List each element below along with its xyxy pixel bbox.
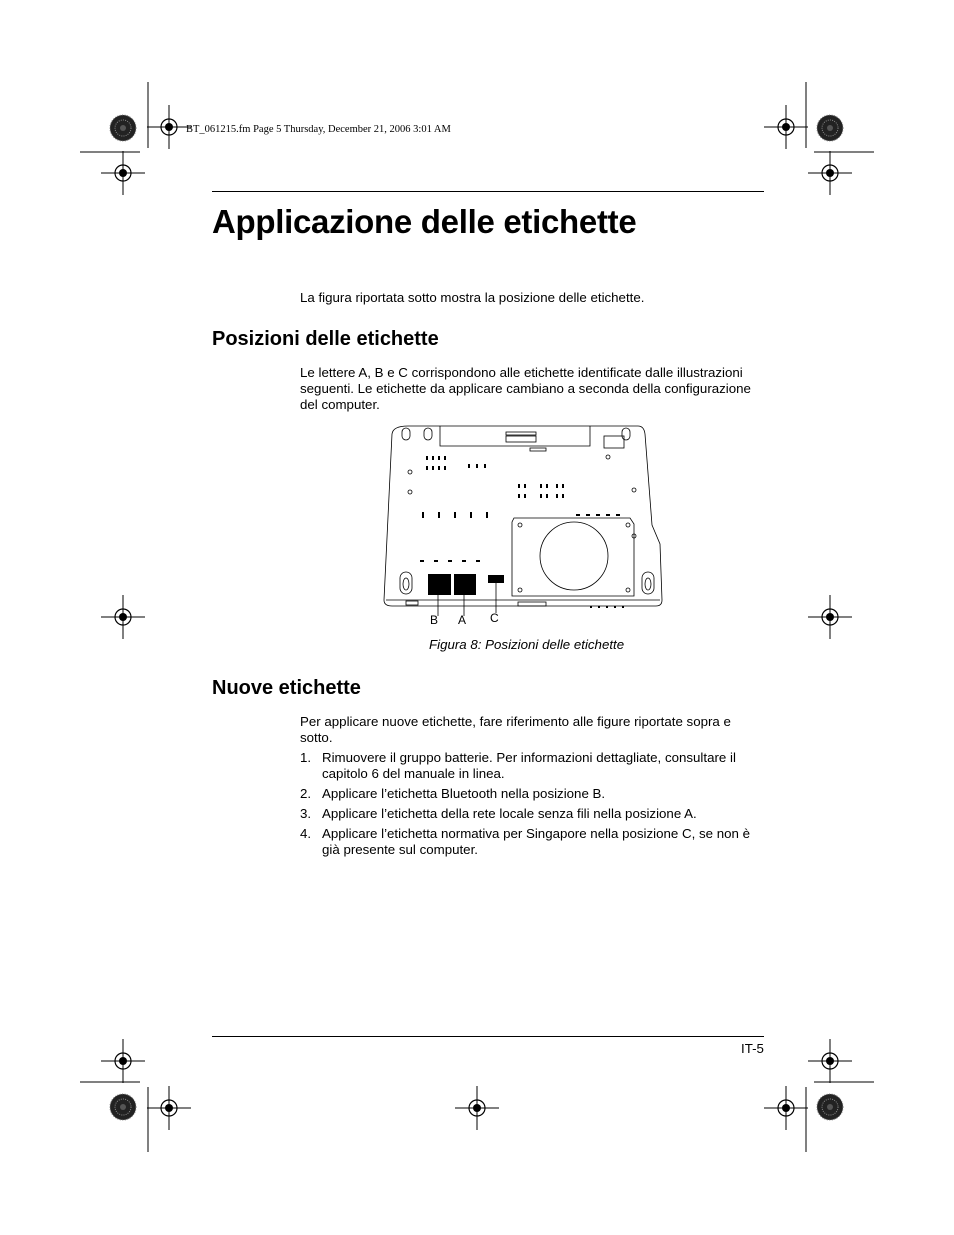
top-rule [212,191,764,192]
laptop-bottom-drawing [380,420,670,630]
laptop-bottom-figure [380,420,670,630]
step-number: 4. [300,826,312,841]
bottom-rule [212,1036,764,1037]
figure-caption: Figura 8: Posizioni delle etichette [429,637,625,652]
section-heading-new-labels: Nuove etichette [212,677,361,699]
section-heading-positions: Posizioni delle etichette [212,328,439,350]
step-number: 3. [300,806,312,821]
page-title: Applicazione delle etichette [212,203,637,240]
label-area-a [454,574,476,595]
list-item [300,750,764,782]
positions-paragraph: Le lettere A, B e C corrispondono alle etichette identificate dalle illustrazioni seguenti. Le etichette da applicare cambiano a seconda della configurazione del computer. [300,365,751,412]
label-c: C [490,611,499,625]
step-text: Applicare l’etichetta normativa per Singapore nella posizione C, se non è già presente sul computer. [322,826,750,857]
list-item [300,826,764,858]
steps-list [300,750,764,862]
label-a: A [458,613,467,627]
step-number: 2. [300,786,312,801]
label-area-b [428,574,451,595]
step-text: Applicare l’etichetta Bluetooth nella posizione B. [322,786,606,801]
step-text: Applicare l’etichetta della rete locale senza fili nella posizione A. [322,806,697,821]
label-b: B [430,613,439,627]
intro-text: La figura riportata sotto mostra la posizione delle etichette. [300,290,645,305]
new-labels-paragraph: Per applicare nuove etichette, fare riferimento alle figure riportate sopra e sotto. [300,714,731,745]
step-text: Rimuovere il gruppo batterie. Per informazioni dettagliate, consultare il capitolo 6 del manuale in linea. [322,750,736,781]
step-number: 1. [300,750,312,765]
list-item [300,806,764,822]
page-number: IT-5 [741,1041,764,1056]
file-info-header: BT_061215.fm Page 5 Thursday, December 21, 2006 3:01 AM [186,124,451,135]
label-area-c [488,575,504,583]
list-item [300,786,764,802]
